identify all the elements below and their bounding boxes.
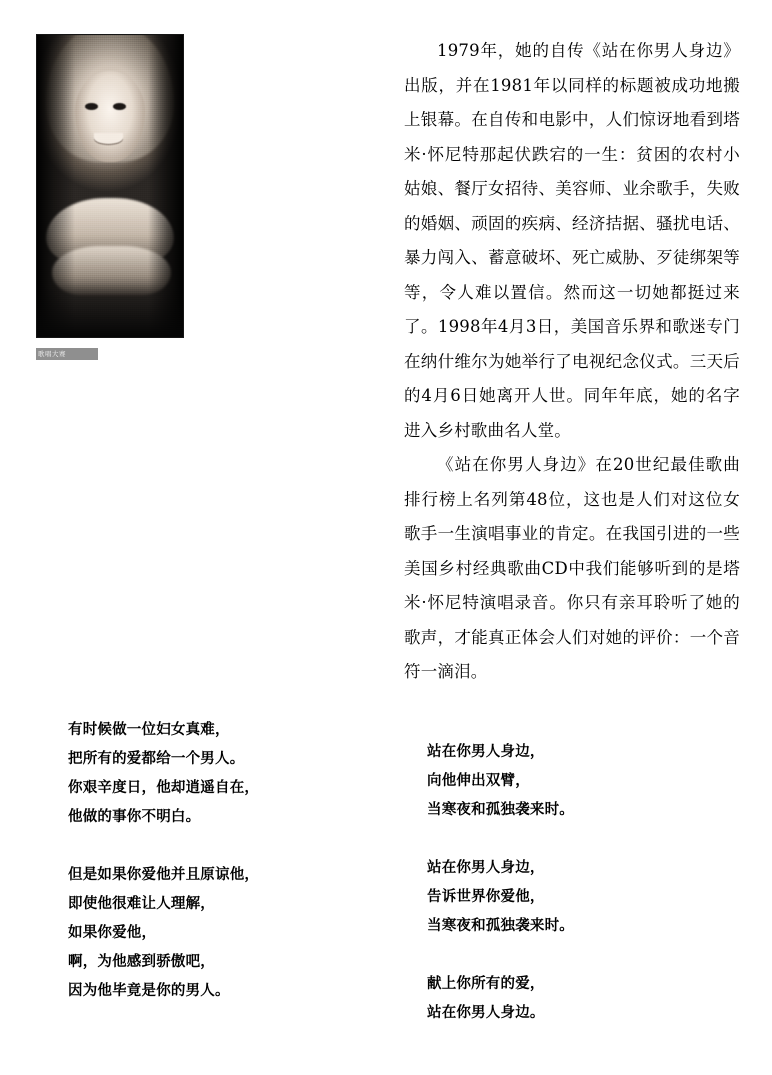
lyrics-stanza (68, 861, 368, 1006)
lyrics-column-right (427, 738, 727, 1028)
lyrics-line: 当寒夜和孤独袭来时。 (427, 918, 574, 934)
article-paragraph: 1979年，她的自传《站在你男人身边》出版，并在1981年以同样的标题被成功地搬上银幕。在自传和电影中，人们惊讶地看到塔米·怀尼特那起伏跌宕的一生：贫困的农村小姑娘、餐厅女招待、美容师、业余歌手，失败的婚姻、顽固的疾病、经济拮据、骚扰电话、暴力闯入、蓄意破坏、死亡威胁、歹徒绑架等等，令人难以置信。然而这一切她都挺过来了。1998年4月3日，美国音乐界和歌迷专门在纳什维尔为她举行了电视纪念仪式。三天后的4月6日她离开人世。同年年底，她的名字进入乡村歌曲名人堂。 (404, 41, 740, 440)
lyrics-line: 告诉世界你爱他， (427, 889, 545, 905)
lyrics-line: 站在你男人身边， (427, 744, 545, 760)
lyrics-stanza (68, 716, 368, 832)
lyrics-line: 把所有的爱都给一个男人。 (68, 751, 245, 767)
lyrics-stanza (427, 854, 727, 941)
lyrics-line: 献上你所有的爱， (427, 976, 545, 992)
lyrics-line: 当寒夜和孤独袭来时。 (427, 802, 574, 818)
lyrics-line: 即使他很难让人理解， (68, 896, 215, 912)
lyrics-line: 但是如果你爱他并且原谅他， (68, 867, 260, 883)
lyrics-column-left (68, 716, 368, 1006)
lyrics-line: 你艰辛度日，他却逍遥自在， (68, 780, 260, 796)
lyrics-line: 向他伸出双臂， (427, 773, 530, 789)
lyrics-line: 他做的事你不明白。 (68, 809, 201, 825)
lyrics-stanza (427, 970, 727, 1028)
lyrics-stanza (427, 738, 727, 825)
photo-caption: 歌唱大赛 (36, 348, 98, 360)
lyrics-line: 站在你男人身边， (427, 860, 545, 876)
lyrics-line: 如果你爱他， (68, 925, 157, 941)
photo-grain-overlay (37, 35, 183, 337)
article-body (404, 34, 740, 690)
lyrics-line: 因为他毕竟是你的男人。 (68, 983, 230, 999)
lyrics-line: 有时候做一位妇女真难， (68, 722, 230, 738)
lyrics-line: 站在你男人身边。 (427, 1005, 545, 1021)
article-paragraph: 《站在你男人身边》在20世纪最佳歌曲排行榜上名列第48位，这也是人们对这位女歌手一生演唱事业的肯定。在我国引进的一些美国乡村经典歌曲CD中我们能够听到的是塔米·怀尼特演唱录音。你只有亲耳聆听了她的歌声，才能真正体会人们对她的评价：一个音符一滴泪。 (404, 455, 740, 681)
portrait-photo (36, 34, 184, 338)
lyrics-line: 啊，为他感到骄傲吧， (68, 954, 215, 970)
lyrics-section (0, 716, 772, 1056)
photo-block (36, 34, 182, 360)
